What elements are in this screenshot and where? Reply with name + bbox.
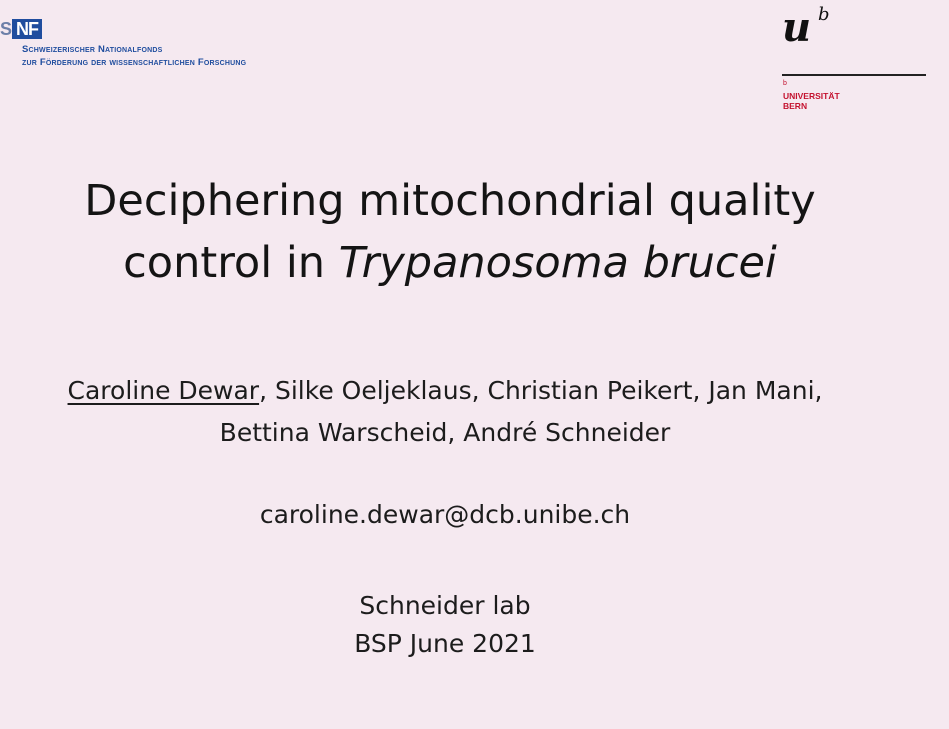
snf-mark-dots: S [0,19,13,39]
unibe-rule [782,74,926,76]
snf-name-line1: Schweizerischer Nationalfonds [22,44,163,55]
author-list [0,370,890,454]
unibe-b-superscript: b [818,4,830,25]
unibe-name [783,91,840,111]
unibe-small-b: b [783,80,787,87]
unibe-name-line1: UNIVERSITÄT [783,91,840,101]
lab-name: Schneider lab [359,591,531,620]
snf-logo [0,18,320,78]
presenting-author: Caroline Dewar [67,376,260,405]
title-species: Trypanosoma brucei [338,238,777,288]
event-date: BSP June 2021 [354,629,536,658]
authors-line2: Bettina Warscheid, André Schneider [219,418,671,447]
title-line1: Deciphering mitochondrial quality [84,176,816,226]
snf-name-line2: zur Förderung der wissenschaftlichen Forschung [22,57,247,68]
authors-line1-rest: , Silke Oeljeklaus, Christian Peikert, Jan Mani, [259,376,823,405]
slide-title [0,170,900,294]
snf-mark [0,18,42,40]
unibe-name-line2: BERN [783,101,808,111]
unibe-logo [780,4,930,114]
lab-info [0,587,890,663]
contact-email: caroline.dewar@dcb.unibe.ch [259,500,631,529]
title-line2 [0,232,900,294]
title-line2-plain: control in [123,238,339,288]
authors-line1 [0,370,890,412]
snf-mark-box: NF [12,19,42,39]
unibe-u-mark: u [782,4,812,51]
